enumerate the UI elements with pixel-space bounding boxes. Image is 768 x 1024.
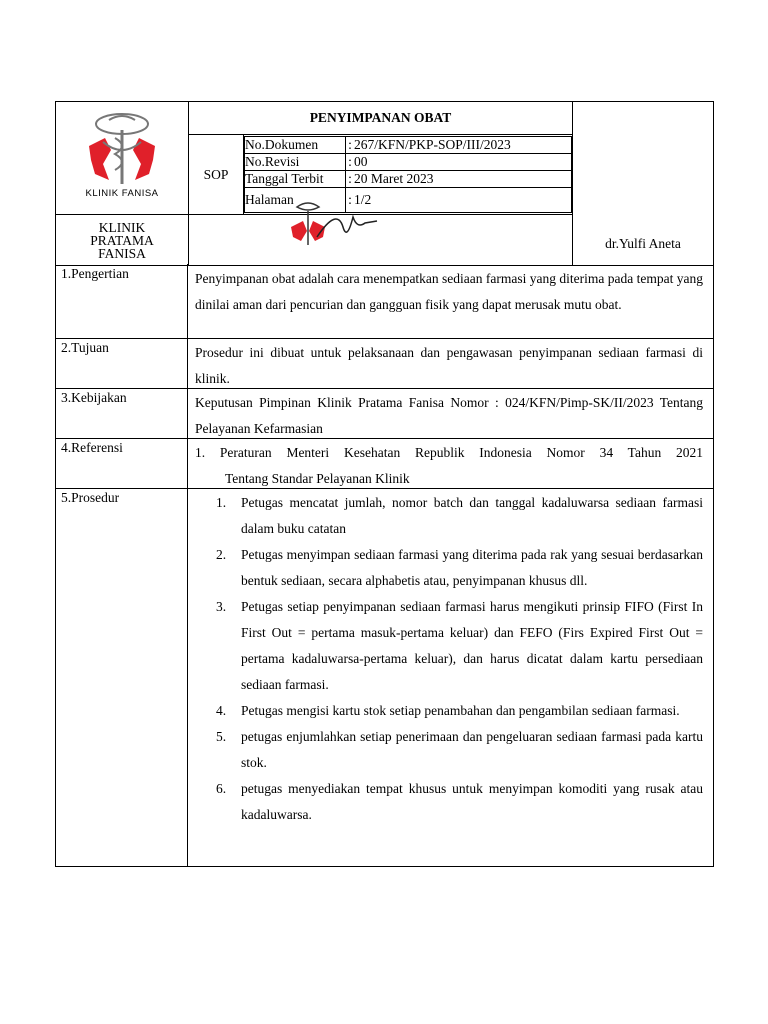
stamp-signature-icon [287, 197, 387, 247]
clinic-logo-cell [56, 102, 189, 215]
meta-key: No.Dokumen [245, 137, 346, 154]
sop-form [55, 101, 714, 867]
section-kebijakan [55, 388, 714, 439]
section-prosedur [55, 488, 714, 867]
meta-sep: : [346, 171, 355, 188]
list-item [195, 776, 703, 828]
step-text: Petugas mencatat jumlah, nomor batch dan tanggal kadaluwarsa sediaan farmasi dalam buku catatan [241, 495, 703, 536]
step-text: petugas menyediakan tempat khusus untuk menyimpan komoditi yang rusak atau kadaluwarsa. [241, 781, 703, 822]
section-label: 2.Tujuan [56, 338, 188, 388]
step-number: 2. [216, 547, 227, 562]
clinic-name-line2: PRATAMA [90, 232, 154, 248]
meta-value: 1/2 [354, 188, 572, 213]
meta-sep: : [346, 188, 355, 213]
section-referensi [55, 438, 714, 489]
signatory-name: dr.Yulfi Aneta [605, 235, 681, 251]
step-number: 5. [216, 729, 227, 744]
section-text: Keputusan Pimpinan Klinik Pratama Fanisa Nomor : 024/KFN/Pimp-SK/II/2023 Tentang Pelayanan Kefarmasian [195, 395, 703, 436]
section-label: 3.Kebijakan [56, 388, 188, 438]
meta-value: 00 [354, 154, 572, 171]
section-label: 4.Referensi [56, 438, 188, 488]
step-text: petugas enjumlahkan setiap penerimaan dan pengeluaran sediaan farmasi pada kartu stok. [241, 729, 703, 770]
meta-row-revisi [245, 154, 572, 171]
meta-sep: : [346, 154, 355, 171]
step-number: 4. [216, 703, 227, 718]
step-text: Petugas mengisi kartu stok setiap penambahan dan pengambilan sediaan farmasi. [241, 703, 680, 718]
meta-value: 267/KFN/PKP-SOP/III/2023 [354, 137, 572, 154]
section-tujuan [55, 338, 714, 389]
section-text [195, 490, 703, 828]
meta-row-dokumen [245, 137, 572, 154]
sop-header-table [55, 101, 714, 266]
list-item [195, 490, 703, 542]
list-item [195, 698, 703, 724]
clinic-name-cell [56, 215, 189, 266]
list-item [195, 542, 703, 594]
section-text [195, 440, 703, 492]
step-number: 1. [216, 495, 227, 510]
meta-key: Halaman [245, 188, 346, 213]
list-item [195, 594, 703, 698]
clinic-name-line3: FANISA [98, 245, 146, 261]
section-text: Penyimpanan obat adalah cara menempatkan sediaan farmasi yang diterima pada tempat yang dinilai aman dari pencurian dan gangguan fisik yang dapat merusak mutu obat. [195, 271, 703, 312]
clinic-logo-icon [81, 108, 163, 188]
referensi-line2: Tentang Standar Pelayanan Klinik [225, 471, 410, 486]
stamp-signature-cell [189, 215, 573, 266]
list-item [195, 724, 703, 776]
meta-row-tanggal [245, 171, 572, 188]
logo-text: KLINIK FANISA [85, 188, 159, 199]
meta-sep: : [346, 137, 355, 154]
section-pengertian [55, 264, 714, 339]
step-text: Petugas setiap penyimpanan sediaan farmasi harus mengikuti prinsip FIFO (First In First Out = pertama masuk-pertama keluar) dan FEFO (Firs Expired First Out = pertama kadaluwarsa-pertama keluar), dan harus dicatat dalam kartu persediaan sediaan farmasi. [241, 599, 703, 692]
step-number: 6. [216, 781, 227, 796]
step-number: 3. [216, 599, 227, 614]
signatory-cell [573, 102, 714, 266]
meta-value: 20 Maret 2023 [354, 171, 572, 188]
document-title: PENYIMPANAN OBAT [189, 102, 573, 135]
section-text: Prosedur ini dibuat untuk pelaksanaan dan pengawasan penyimpanan sediaan farmasi di klinik. [195, 345, 703, 386]
step-text: Petugas menyimpan sediaan farmasi yang diterima pada rak yang sesuai berdasarkan bentuk sediaan, secara alphabetis atau, penyimpanan khusus dll. [241, 547, 703, 588]
meta-key: No.Revisi [245, 154, 346, 171]
section-label: 1.Pengertian [56, 264, 188, 338]
meta-key: Tanggal Terbit [245, 171, 346, 188]
clinic-name-line1: KLINIK [98, 219, 146, 235]
referensi-line1: 1. Peraturan Menteri Kesehatan Republik Indonesia Nomor 34 Tahun 2021 [195, 445, 703, 460]
sop-label: SOP [189, 135, 244, 215]
procedure-list [195, 490, 703, 828]
section-label: 5.Prosedur [56, 488, 188, 866]
